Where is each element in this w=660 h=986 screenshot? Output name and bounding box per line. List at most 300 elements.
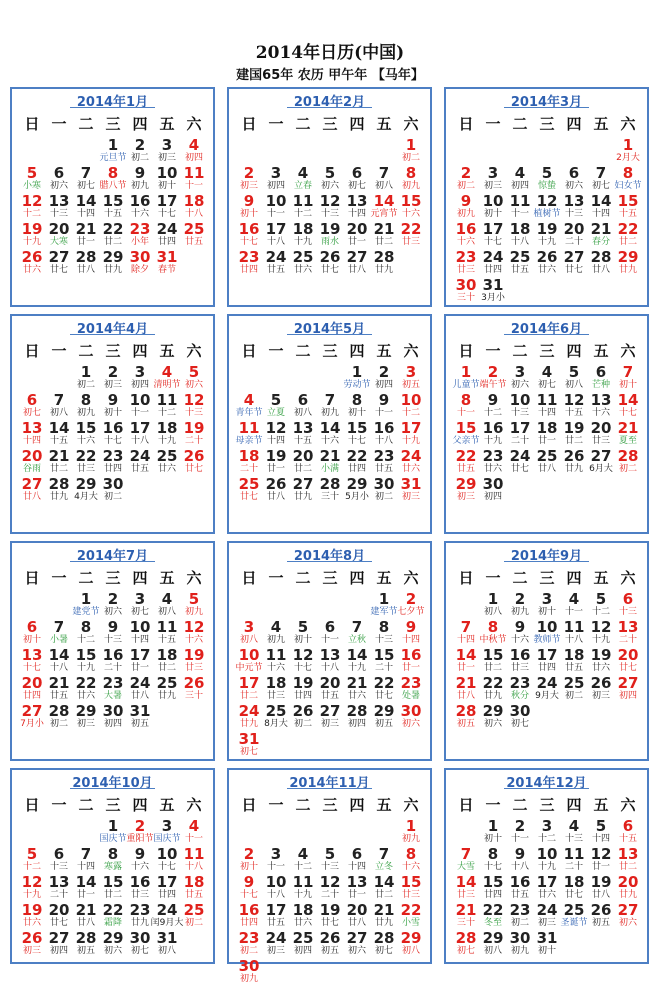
day-number: 7 xyxy=(460,845,472,863)
lunar-label: 初八 xyxy=(157,946,176,956)
lunar-label: 十三 xyxy=(320,209,339,219)
day-number: 11 xyxy=(536,391,558,409)
lunar-label: 三十 xyxy=(320,492,339,502)
month-title: 2014年2月 xyxy=(293,95,366,110)
day-cell xyxy=(398,137,424,165)
day-number: 9 xyxy=(107,618,119,636)
lunar-label: 初九 xyxy=(76,408,95,418)
lunar-label: 二十 xyxy=(49,890,68,900)
day-number: 12 xyxy=(319,192,341,210)
day-number: 27 xyxy=(346,929,368,947)
lunar-label: 廿九 xyxy=(49,492,68,502)
weekday-header: 五 xyxy=(159,569,175,587)
lunar-label: 廿二 xyxy=(239,691,258,701)
lunar-label: 初七 xyxy=(510,719,529,729)
day-number: 3 xyxy=(541,590,553,608)
day-cell xyxy=(100,476,126,504)
lunar-label: 初二 xyxy=(401,153,420,163)
lunar-label: 十九 xyxy=(76,663,95,673)
lunar-label: 十八 xyxy=(130,436,149,446)
lunar-label: 立冬 xyxy=(374,862,393,872)
day-number: 10 xyxy=(156,164,178,182)
day-number: 26 xyxy=(536,248,558,266)
lunar-label: 初二 xyxy=(293,719,312,729)
month-panel xyxy=(444,768,649,964)
day-number: 5 xyxy=(26,164,38,182)
lunar-label: 初十 xyxy=(537,946,556,956)
month-panel xyxy=(10,314,215,534)
month-panel xyxy=(444,314,649,534)
day-number: 4 xyxy=(568,590,580,608)
day-cell xyxy=(615,675,641,703)
day-number: 22 xyxy=(617,220,639,238)
day-cell xyxy=(398,930,424,958)
day-number: 3 xyxy=(134,363,146,381)
title-underline xyxy=(287,788,372,789)
month-panel xyxy=(10,768,215,964)
lunar-label: 初四 xyxy=(347,719,366,729)
day-number: 28 xyxy=(590,248,612,266)
day-cell xyxy=(181,675,207,703)
weekday-header: 一 xyxy=(485,569,501,587)
weekday-header: 三 xyxy=(322,342,338,360)
lunar-label: 廿二 xyxy=(374,890,393,900)
lunar-label: 廿五 xyxy=(374,464,393,474)
day-number: 19 xyxy=(319,901,341,919)
day-number: 8 xyxy=(351,391,363,409)
lunar-label: 4月大 xyxy=(74,492,98,502)
day-number: 10 xyxy=(265,873,287,891)
lunar-label: 初四 xyxy=(266,181,285,191)
day-number: 28 xyxy=(75,929,97,947)
day-number: 9 xyxy=(405,618,417,636)
lunar-label: 十七 xyxy=(239,237,258,247)
month-title: 2014年8月 xyxy=(293,549,366,564)
lunar-label: 十八 xyxy=(266,890,285,900)
day-number: 19 xyxy=(265,447,287,465)
day-number: 5 xyxy=(270,391,282,409)
weekday-header: 五 xyxy=(593,569,609,587)
weekday-header: 四 xyxy=(566,342,582,360)
day-number: 18 xyxy=(183,873,205,891)
lunar-label: 廿七 xyxy=(564,890,583,900)
lunar-label: 十八 xyxy=(510,862,529,872)
weekday-header: 六 xyxy=(186,342,202,360)
day-number: 25 xyxy=(265,702,287,720)
day-number: 28 xyxy=(319,475,341,493)
weekday-header: 一 xyxy=(51,342,67,360)
lunar-label: 腊八节 xyxy=(99,181,127,191)
day-number: 23 xyxy=(238,929,260,947)
day-number: 25 xyxy=(563,901,585,919)
day-number: 7 xyxy=(351,618,363,636)
day-number: 13 xyxy=(48,192,70,210)
lunar-label: 二十 xyxy=(320,890,339,900)
lunar-label: 廿四 xyxy=(483,890,502,900)
lunar-label: 廿二 xyxy=(103,890,122,900)
day-number: 24 xyxy=(156,220,178,238)
day-number: 17 xyxy=(129,646,151,664)
month-panel xyxy=(227,314,432,534)
day-number: 29 xyxy=(400,929,422,947)
day-number: 6 xyxy=(595,363,607,381)
lunar-label: 初六 xyxy=(483,719,502,729)
day-number: 22 xyxy=(400,220,422,238)
day-number: 18 xyxy=(265,674,287,692)
lunar-label: 春节 xyxy=(157,265,176,275)
day-number: 8 xyxy=(487,845,499,863)
lunar-label: 初四 xyxy=(103,719,122,729)
lunar-label: 廿七 xyxy=(184,464,203,474)
day-number: 13 xyxy=(590,391,612,409)
day-cell xyxy=(398,619,424,647)
weekday-header: 三 xyxy=(322,796,338,814)
lunar-label: 小年 xyxy=(130,237,149,247)
day-number: 8 xyxy=(378,618,390,636)
lunar-label: 十七 xyxy=(22,663,41,673)
lunar-label: 十三 xyxy=(49,862,68,872)
lunar-label: 初二 xyxy=(103,492,122,502)
day-number: 7 xyxy=(622,363,634,381)
day-number: 27 xyxy=(346,248,368,266)
lunar-label: 廿五 xyxy=(510,265,529,275)
lunar-label: 十二 xyxy=(22,209,41,219)
lunar-label: 十五 xyxy=(157,635,176,645)
day-number: 3 xyxy=(161,136,173,154)
lunar-label: 国庆节 xyxy=(153,834,181,844)
day-cell xyxy=(236,958,262,986)
day-number: 28 xyxy=(617,447,639,465)
day-number: 25 xyxy=(563,674,585,692)
day-cell xyxy=(534,930,560,958)
lunar-label: 廿七 xyxy=(239,492,258,502)
day-number: 24 xyxy=(482,248,504,266)
lunar-label: 端午节 xyxy=(479,380,507,390)
day-number: 1 xyxy=(107,136,119,154)
day-number: 7 xyxy=(80,164,92,182)
weekday-header: 六 xyxy=(186,796,202,814)
day-number: 9 xyxy=(378,391,390,409)
lunar-label: 十六 xyxy=(401,209,420,219)
day-number: 10 xyxy=(536,845,558,863)
month-panel xyxy=(444,541,649,761)
day-number: 23 xyxy=(373,447,395,465)
day-number: 29 xyxy=(617,248,639,266)
day-number: 9 xyxy=(134,845,146,863)
day-number: 4 xyxy=(161,590,173,608)
day-number: 14 xyxy=(319,419,341,437)
lunar-label: 初四 xyxy=(184,153,203,163)
day-number: 6 xyxy=(26,391,38,409)
lunar-label: 十六 xyxy=(320,436,339,446)
lunar-label: 廿五 xyxy=(130,464,149,474)
lunar-label: 廿二 xyxy=(618,237,637,247)
lunar-label: 初二 xyxy=(130,153,149,163)
day-cell xyxy=(615,249,641,277)
day-number: 3 xyxy=(161,817,173,835)
title-underline xyxy=(504,334,589,335)
lunar-label: 初五 xyxy=(76,946,95,956)
day-number: 13 xyxy=(48,873,70,891)
lunar-label: 十九 xyxy=(401,436,420,446)
day-number: 3 xyxy=(270,164,282,182)
lunar-label: 初八 xyxy=(49,408,68,418)
lunar-label: 十二 xyxy=(76,635,95,645)
day-number: 21 xyxy=(346,674,368,692)
day-number: 4 xyxy=(243,391,255,409)
day-number: 15 xyxy=(102,873,124,891)
lunar-label: 廿六 xyxy=(483,464,502,474)
day-number: 19 xyxy=(183,646,205,664)
lunar-label: 廿七 xyxy=(49,265,68,275)
month-panel xyxy=(444,87,649,307)
day-number: 13 xyxy=(21,419,43,437)
day-cell xyxy=(615,902,641,930)
day-cell xyxy=(480,277,506,305)
day-cell xyxy=(398,392,424,420)
day-number: 29 xyxy=(482,929,504,947)
lunar-label: 廿三 xyxy=(456,890,475,900)
day-number: 18 xyxy=(563,873,585,891)
day-number: 6 xyxy=(297,391,309,409)
lunar-label: 十九 xyxy=(347,663,366,673)
day-cell xyxy=(154,249,180,277)
day-cell xyxy=(615,364,641,392)
weekday-header: 二 xyxy=(78,342,94,360)
lunar-label: 廿九 xyxy=(618,265,637,275)
day-cell xyxy=(615,846,641,874)
lunar-label: 初十 xyxy=(239,862,258,872)
lunar-label: 初九 xyxy=(239,974,258,984)
lunar-label: 十三 xyxy=(320,862,339,872)
title-underline xyxy=(504,107,589,108)
day-number: 7 xyxy=(80,845,92,863)
day-number: 30 xyxy=(129,248,151,266)
day-number: 9 xyxy=(514,845,526,863)
lunar-label: 十九 xyxy=(157,436,176,446)
day-number: 28 xyxy=(48,702,70,720)
weekday-header: 五 xyxy=(376,115,392,133)
lunar-label: 十七 xyxy=(483,237,502,247)
lunar-label: 廿四 xyxy=(103,464,122,474)
day-number: 6 xyxy=(351,845,363,863)
day-cell xyxy=(398,703,424,731)
day-number: 8 xyxy=(107,845,119,863)
lunar-label: 初三 xyxy=(401,492,420,502)
day-number: 15 xyxy=(400,192,422,210)
day-cell xyxy=(398,675,424,703)
day-cell xyxy=(181,392,207,420)
day-number: 28 xyxy=(75,248,97,266)
day-number: 10 xyxy=(536,618,558,636)
day-number: 15 xyxy=(75,646,97,664)
day-number: 18 xyxy=(238,447,260,465)
day-number: 29 xyxy=(75,475,97,493)
day-number: 12 xyxy=(590,618,612,636)
day-number: 6 xyxy=(351,164,363,182)
lunar-label: 十三 xyxy=(49,209,68,219)
day-number: 14 xyxy=(455,646,477,664)
day-number: 30 xyxy=(373,475,395,493)
lunar-label: 廿八 xyxy=(537,464,556,474)
lunar-label: 雨水 xyxy=(320,237,339,247)
lunar-label: 初二 xyxy=(239,946,258,956)
title-underline xyxy=(70,561,155,562)
day-number: 19 xyxy=(21,901,43,919)
day-cell xyxy=(615,874,641,902)
lunar-label: 二十 xyxy=(510,436,529,446)
day-number: 12 xyxy=(21,192,43,210)
weekday-header: 六 xyxy=(403,115,419,133)
lunar-label: 十三 xyxy=(564,834,583,844)
title-underline xyxy=(70,107,155,108)
day-number: 11 xyxy=(509,192,531,210)
month-title: 2014年6月 xyxy=(510,322,583,337)
weekday-header: 四 xyxy=(349,342,365,360)
lunar-label: 建党节 xyxy=(72,607,100,617)
lunar-label: 初七 xyxy=(239,747,258,757)
day-number: 25 xyxy=(183,220,205,238)
lunar-label: 初三 xyxy=(537,918,556,928)
day-number: 16 xyxy=(400,646,422,664)
day-cell xyxy=(615,448,641,476)
day-number: 18 xyxy=(292,220,314,238)
day-number: 13 xyxy=(21,646,43,664)
lunar-label: 初十 xyxy=(239,209,258,219)
day-number: 17 xyxy=(536,646,558,664)
day-number: 23 xyxy=(400,674,422,692)
day-cell xyxy=(615,221,641,249)
lunar-label: 惊蛰 xyxy=(537,181,556,191)
weekday-header: 四 xyxy=(132,569,148,587)
title-underline xyxy=(504,788,589,789)
lunar-label: 7月小 xyxy=(20,719,44,729)
day-number: 12 xyxy=(183,391,205,409)
day-number: 11 xyxy=(563,845,585,863)
lunar-label: 初四 xyxy=(510,181,529,191)
day-number: 5 xyxy=(324,845,336,863)
day-number: 17 xyxy=(509,419,531,437)
title-underline xyxy=(70,788,155,789)
lunar-label: 十三 xyxy=(374,635,393,645)
lunar-label: 十五 xyxy=(49,436,68,446)
day-number: 27 xyxy=(563,248,585,266)
day-number: 20 xyxy=(563,220,585,238)
day-number: 21 xyxy=(48,674,70,692)
day-cell xyxy=(480,476,506,504)
day-number: 22 xyxy=(75,447,97,465)
lunar-label: 圣诞节 xyxy=(560,918,588,928)
day-number: 4 xyxy=(297,845,309,863)
day-number: 28 xyxy=(48,475,70,493)
weekday-header: 一 xyxy=(51,796,67,814)
lunar-label: 初十 xyxy=(618,380,637,390)
lunar-label: 植树节 xyxy=(533,209,561,219)
lunar-label: 重阳节 xyxy=(126,834,154,844)
lunar-label: 十四 xyxy=(347,209,366,219)
day-number: 30 xyxy=(238,957,260,975)
lunar-label: 初九 xyxy=(456,209,475,219)
day-number: 9 xyxy=(243,192,255,210)
day-number: 7 xyxy=(595,164,607,182)
day-number: 8 xyxy=(107,164,119,182)
lunar-label: 廿四 xyxy=(22,691,41,701)
day-number: 6 xyxy=(622,590,634,608)
lunar-label: 初二 xyxy=(456,181,475,191)
day-number: 23 xyxy=(238,248,260,266)
day-number: 19 xyxy=(590,646,612,664)
lunar-label: 十七 xyxy=(103,436,122,446)
lunar-label: 廿三 xyxy=(76,464,95,474)
month-title: 2014年9月 xyxy=(510,549,583,564)
lunar-label: 廿三 xyxy=(401,890,420,900)
lunar-label: 初七 xyxy=(130,946,149,956)
day-number: 27 xyxy=(48,248,70,266)
day-number: 7 xyxy=(53,618,65,636)
day-number: 23 xyxy=(102,447,124,465)
day-number: 8 xyxy=(460,391,472,409)
lunar-label: 初七 xyxy=(591,181,610,191)
lunar-label: 十三 xyxy=(103,635,122,645)
lunar-label: 劳动节 xyxy=(343,380,371,390)
day-number: 29 xyxy=(482,702,504,720)
day-number: 26 xyxy=(319,929,341,947)
day-number: 30 xyxy=(102,702,124,720)
month-title: 2014年4月 xyxy=(76,322,149,337)
day-number: 18 xyxy=(292,901,314,919)
weekday-header: 六 xyxy=(186,115,202,133)
day-cell xyxy=(398,647,424,675)
lunar-label: 廿七 xyxy=(618,663,637,673)
lunar-label: 廿六 xyxy=(293,265,312,275)
day-cell xyxy=(398,874,424,902)
title-underline xyxy=(287,107,372,108)
lunar-label: 5月小 xyxy=(345,492,369,502)
lunar-label: 初六 xyxy=(320,181,339,191)
lunar-label: 十五 xyxy=(618,209,637,219)
day-number: 19 xyxy=(536,220,558,238)
lunar-label: 初九 xyxy=(510,607,529,617)
day-number: 14 xyxy=(590,192,612,210)
lunar-label: 十九 xyxy=(22,890,41,900)
day-number: 28 xyxy=(373,248,395,266)
lunar-label: 廿八 xyxy=(591,265,610,275)
lunar-label: 十五 xyxy=(618,834,637,844)
day-number: 13 xyxy=(346,192,368,210)
lunar-label: 初三 xyxy=(266,946,285,956)
lunar-label: 初五 xyxy=(130,719,149,729)
lunar-label: 廿一 xyxy=(130,663,149,673)
day-number: 28 xyxy=(455,929,477,947)
lunar-label: 廿二 xyxy=(564,436,583,446)
lunar-label: 十一 xyxy=(564,607,583,617)
lunar-label: 教师节 xyxy=(533,635,561,645)
day-number: 30 xyxy=(400,702,422,720)
day-number: 21 xyxy=(75,901,97,919)
day-number: 15 xyxy=(400,873,422,891)
day-number: 20 xyxy=(319,674,341,692)
weekday-header: 四 xyxy=(566,796,582,814)
lunar-label: 廿六 xyxy=(157,464,176,474)
weekday-header: 二 xyxy=(78,796,94,814)
day-number: 15 xyxy=(373,646,395,664)
weekday-header: 五 xyxy=(376,796,392,814)
weekday-header: 六 xyxy=(620,569,636,587)
lunar-label: 十八 xyxy=(184,862,203,872)
day-number: 15 xyxy=(102,192,124,210)
weekday-header: 日 xyxy=(241,342,257,360)
day-number: 17 xyxy=(400,419,422,437)
